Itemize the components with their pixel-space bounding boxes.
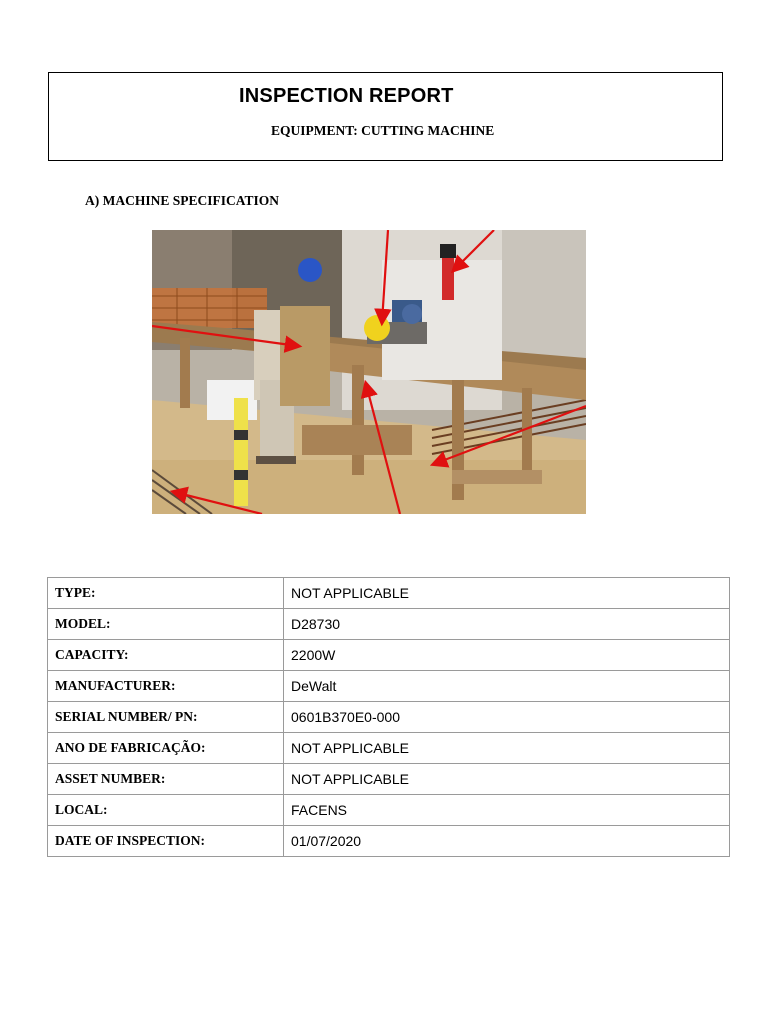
type-label: TYPE:	[48, 578, 284, 609]
asset-number-value: NOT APPLICABLE	[284, 764, 730, 795]
asset-number-label: ASSET NUMBER:	[48, 764, 284, 795]
inspection-date-value: 01/07/2020	[284, 826, 730, 857]
year-of-manufacture-label: ANO DE FABRICAÇÃO:	[48, 733, 284, 764]
serial-number-label: SERIAL NUMBER/ PN:	[48, 702, 284, 733]
inspection-date-label: DATE OF INSPECTION:	[48, 826, 284, 857]
table-row	[48, 609, 730, 640]
capacity-value: 2200W	[284, 640, 730, 671]
manufacturer-value: DeWalt	[284, 671, 730, 702]
report-header-box	[48, 72, 723, 161]
table-row	[48, 733, 730, 764]
table-row	[48, 795, 730, 826]
report-title: INSPECTION REPORT	[239, 85, 454, 107]
table-row	[48, 826, 730, 857]
model-label: MODEL:	[48, 609, 284, 640]
machine-photo	[152, 230, 586, 514]
specification-table	[47, 577, 730, 857]
table-row	[48, 764, 730, 795]
table-row	[48, 578, 730, 609]
section-heading: A) MACHINE SPECIFICATION	[85, 193, 280, 208]
equipment-subtitle: EQUIPMENT: CUTTING MACHINE	[271, 123, 495, 138]
type-value: NOT APPLICABLE	[284, 578, 730, 609]
local-value: FACENS	[284, 795, 730, 826]
table-row	[48, 640, 730, 671]
year-of-manufacture-value: NOT APPLICABLE	[284, 733, 730, 764]
table-row	[48, 702, 730, 733]
capacity-label: CAPACITY:	[48, 640, 284, 671]
manufacturer-label: MANUFACTURER:	[48, 671, 284, 702]
serial-number-value: 0601B370E0-000	[284, 702, 730, 733]
table-row	[48, 671, 730, 702]
local-label: LOCAL:	[48, 795, 284, 826]
model-value: D28730	[284, 609, 730, 640]
